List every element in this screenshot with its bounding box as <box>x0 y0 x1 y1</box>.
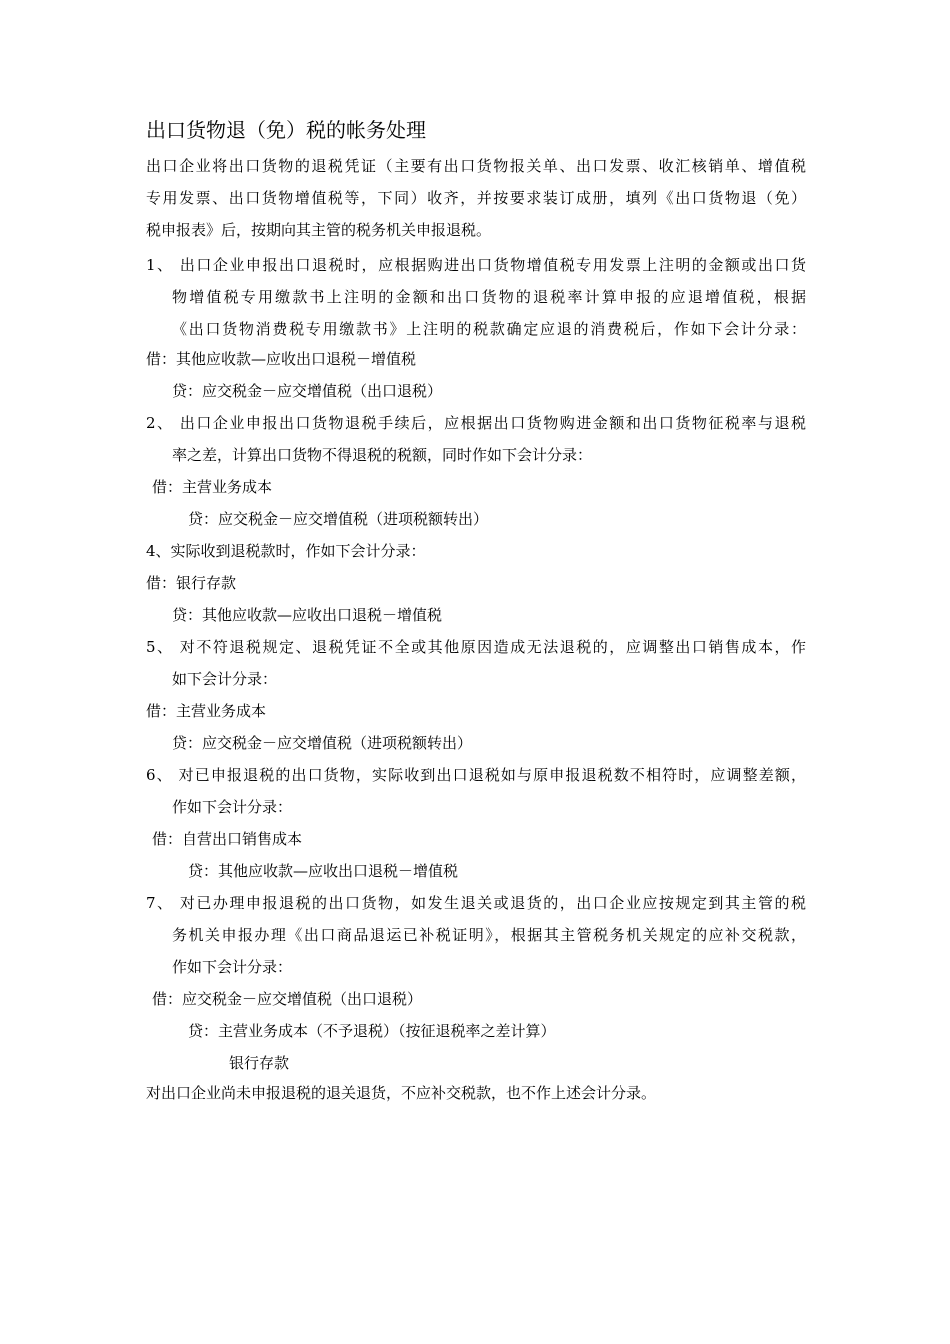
intro-line-2: 专用发票、出口货物增值税等，下同）收齐，并按要求装订成册，填列《出口货物退（免） <box>146 189 806 207</box>
item5-credit-entry: 贷：应交税金－应交增值税（进项税额转出） <box>172 734 473 752</box>
item7-debit-entry: 借：应交税金－应交增值税（出口退税） <box>152 990 423 1008</box>
item2-credit-entry: 贷：应交税金－应交增值税（进项税额转出） <box>188 510 489 528</box>
item5-line-1: 5、 对不符退税规定、退税凭证不全或其他原因造成无法退税的，应调整出口销售成本，作 <box>146 638 806 656</box>
item7-line-1: 7、 对已办理申报退税的出口货物，如发生退关或退货的，出口企业应按规定到其主管的税 <box>146 894 806 912</box>
item7-line-3: 作如下会计分录： <box>172 958 293 976</box>
item7-credit-entry: 贷：主营业务成本（不予退税）（按征退税率之差计算） <box>188 1022 556 1040</box>
item1-debit-entry: 借：其他应收款—应收出口退税－增值税 <box>146 350 417 368</box>
closing-note: 对出口企业尚未申报退税的退关退货，不应补交税款，也不作上述会计分录。 <box>146 1084 657 1102</box>
item7-line-2: 务机关申报办理《出口商品退运已补税证明》，根据其主管税务机关规定的应补交税款， <box>172 926 806 944</box>
item1-line-1: 1、 出口企业申报出口退税时，应根据购进出口货物增值税专用发票上注明的金额或出口货 <box>146 256 806 274</box>
item1-credit-entry: 贷：应交税金－应交增值税（出口退税） <box>172 382 443 400</box>
item2-line-1: 2、 出口企业申报出口货物退税手续后，应根据出口货物购进金额和出口货物征税率与退税 <box>146 414 806 432</box>
item1-line-3: 《出口货物消费税专用缴款书》上注明的税款确定应退的消费税后，作如下会计分录： <box>172 320 806 338</box>
item2-debit-entry: 借：主营业务成本 <box>152 478 273 496</box>
item5-line-2: 如下会计分录： <box>172 670 278 688</box>
item6-debit-entry: 借：自营出口销售成本 <box>152 830 303 848</box>
item6-credit-entry: 贷：其他应收款—应收出口退税－增值税 <box>188 862 459 880</box>
item6-line-1: 6、 对已申报退税的出口货物，实际收到出口退税如与原申报退税数不相符时，应调整差额， <box>146 766 806 784</box>
intro-line-1: 出口企业将出口货物的退税凭证（主要有出口货物报关单、出口发票、收汇核销单、增值税 <box>146 157 806 175</box>
item4-line-1: 4、实际收到退税款时，作如下会计分录： <box>146 542 426 560</box>
item7-credit-entry-2: 银行存款 <box>229 1054 290 1072</box>
item4-credit-entry: 贷：其他应收款—应收出口退税－增值税 <box>172 606 443 624</box>
item1-line-2: 物增值税专用缴款书上注明的金额和出口货物的退税率计算申报的应退增值税，根据 <box>172 288 806 306</box>
item6-line-2: 作如下会计分录： <box>172 798 293 816</box>
item4-debit-entry: 借：银行存款 <box>146 574 237 592</box>
item2-line-2: 率之差，计算出口货物不得退税的税额，同时作如下会计分录： <box>172 446 593 464</box>
document-title: 出口货物退（免）税的帐务处理 <box>146 118 426 142</box>
item5-debit-entry: 借：主营业务成本 <box>146 702 267 720</box>
intro-line-3: 税申报表》后，按期向其主管的税务机关申报退税。 <box>146 221 492 239</box>
